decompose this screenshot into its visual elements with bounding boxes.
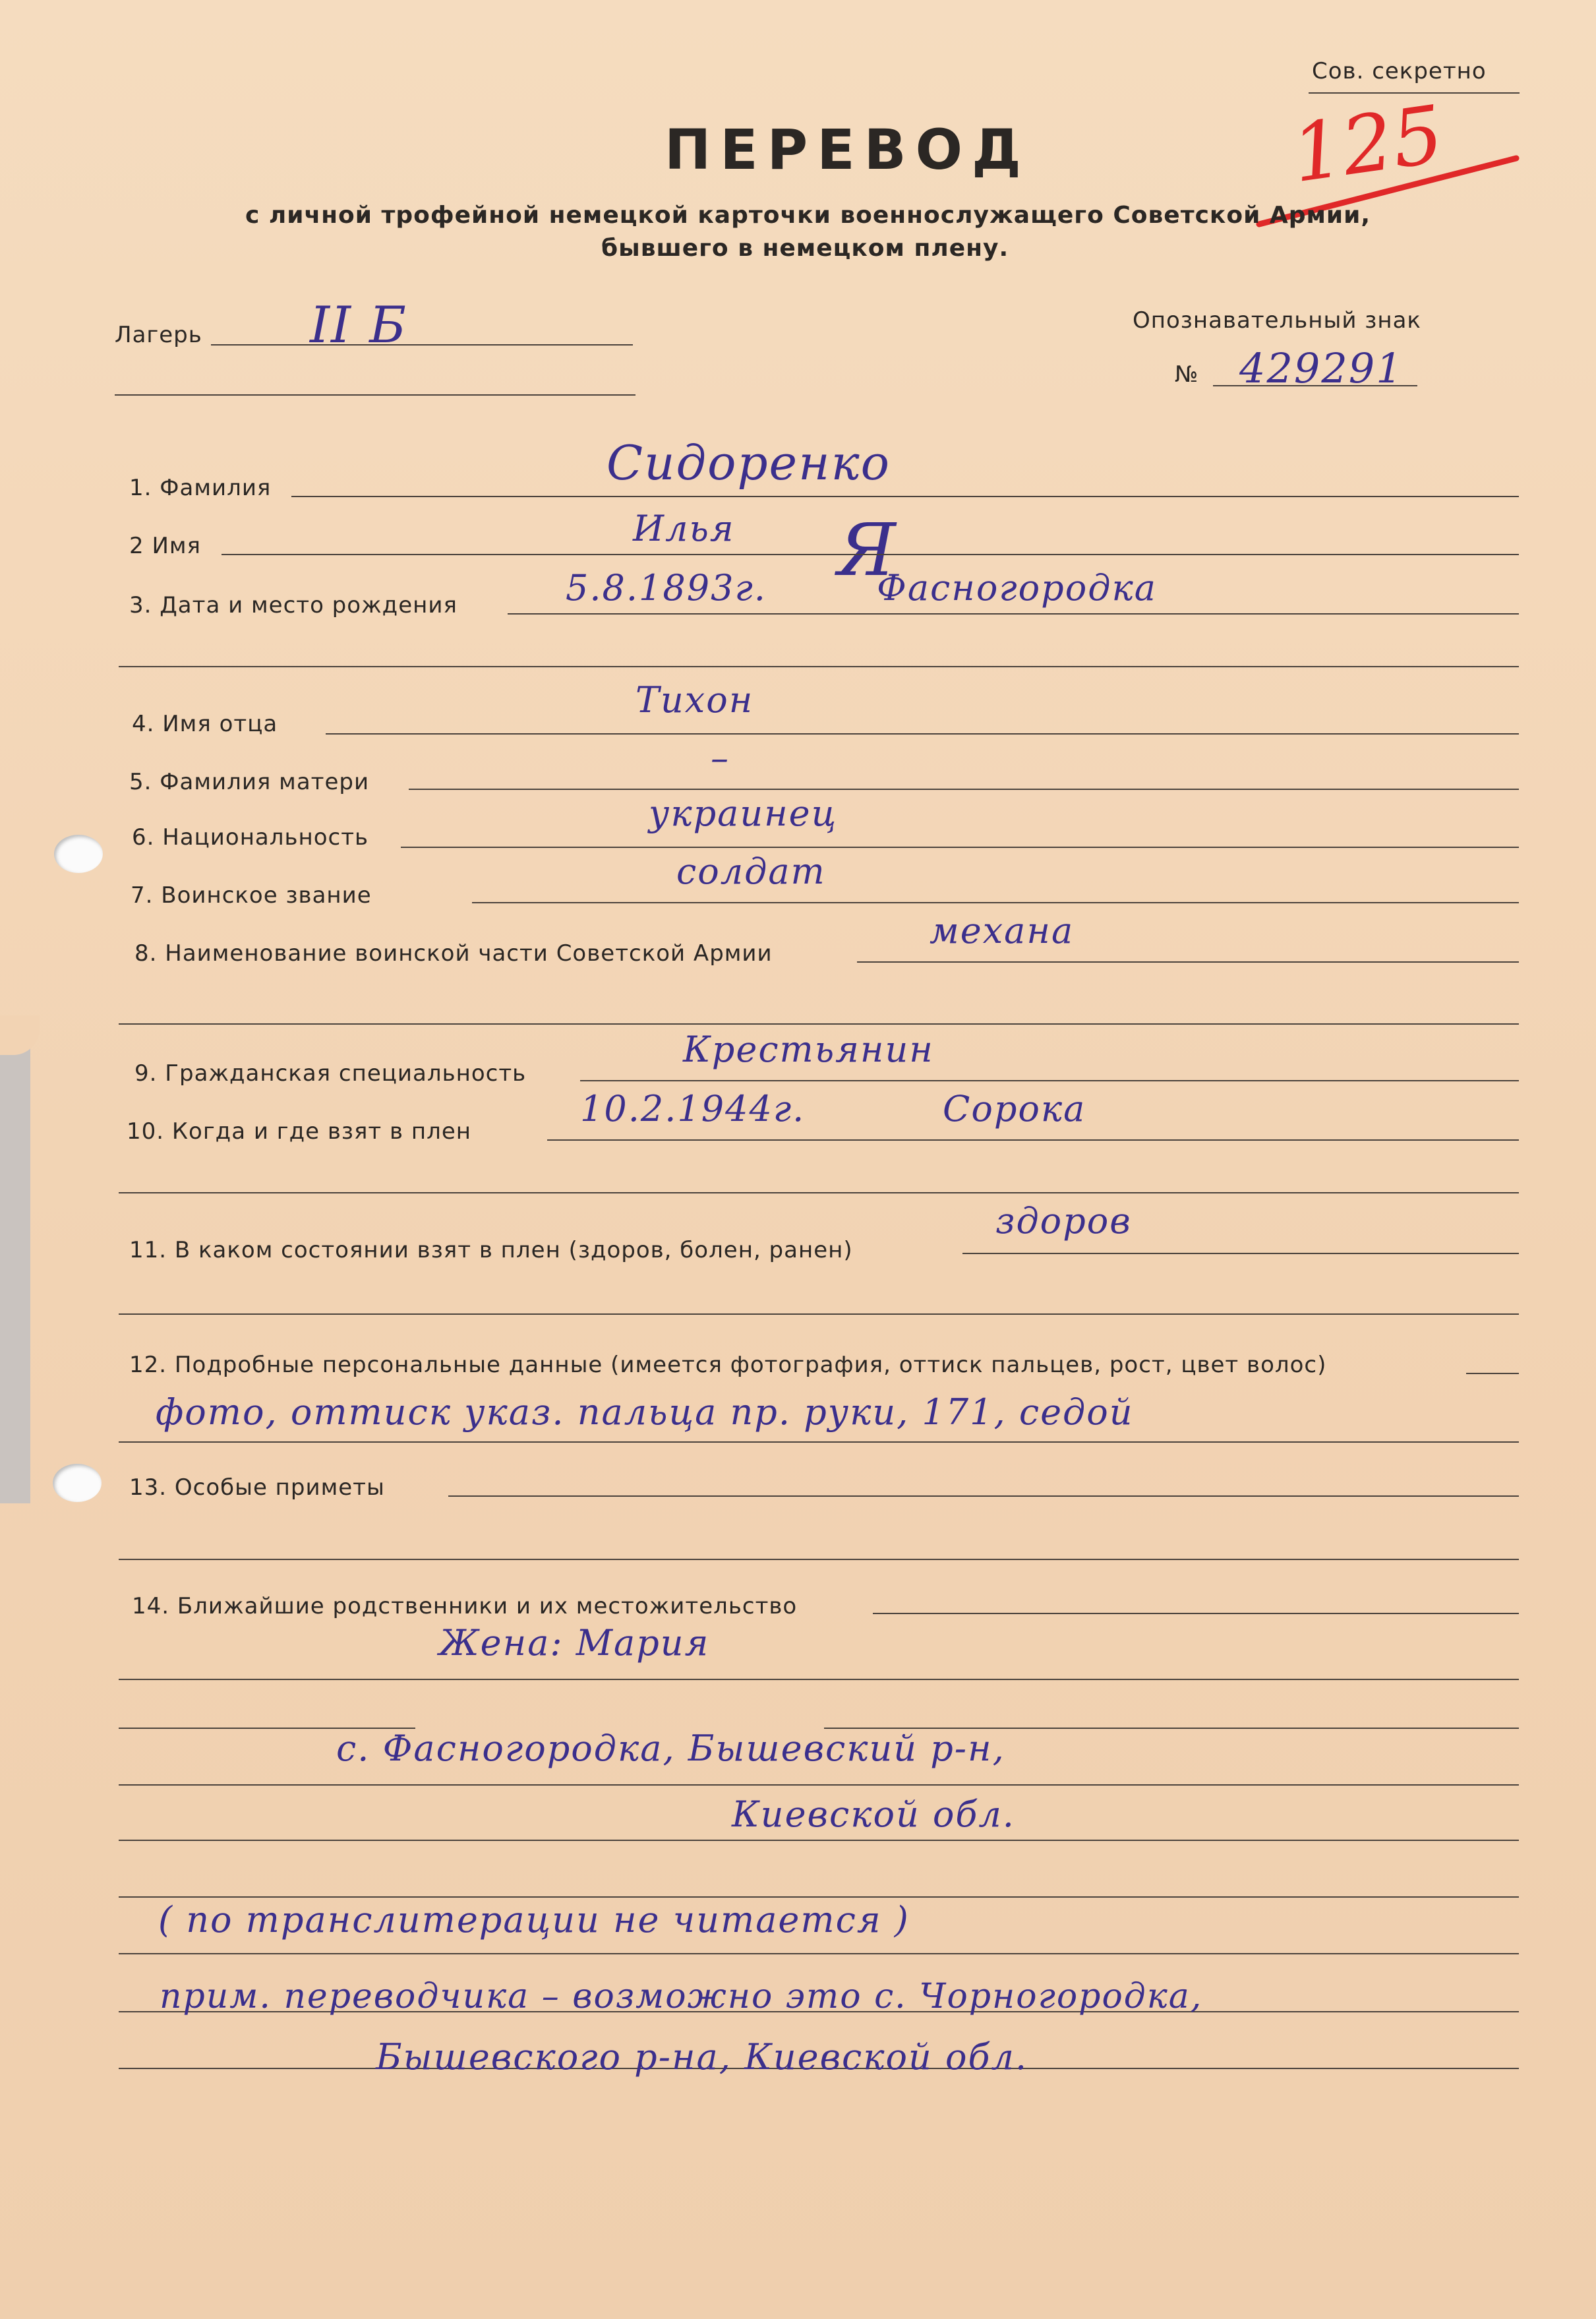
field-13-line (448, 1495, 1519, 1497)
field-10-label: 10. Когда и где взят в плен (127, 1118, 471, 1145)
field-14-line-4 (119, 1784, 1519, 1786)
field-14-line-6 (119, 1896, 1519, 1898)
field-3-label: 3. Дата и место рождения (129, 592, 458, 618)
field-10-place: Сорока (943, 1088, 1086, 1129)
subtitle-line-2: бывшего в немецком плену. (601, 235, 1009, 262)
field-9-line (580, 1080, 1519, 1081)
field-12-line-2 (119, 1441, 1519, 1443)
field-1-value: Сидоренко (606, 435, 891, 491)
field-14-relative: Жена: Мария (439, 1622, 710, 1664)
field-7-value: солдат (676, 851, 826, 892)
field-14-line-5 (119, 1840, 1519, 1841)
field-8-line (857, 961, 1519, 963)
field-3-date: 5.8.1893г. (566, 567, 767, 609)
note-line-2: прим. переводчика – возможно это с. Чорногородка, (160, 1977, 1203, 2016)
field-6-line (401, 847, 1519, 848)
camp-line-2 (115, 394, 635, 396)
document-title: ПЕРЕВОД (665, 117, 1030, 182)
field-14-line-2 (119, 1679, 1519, 1680)
field-7-label: 7. Воинское звание (131, 882, 372, 909)
camp-value: II Б (310, 295, 408, 354)
subtitle-line-1: с личной трофейной немецкой карточки военнослужащего Советской Армии, (245, 202, 1371, 229)
field-7-line (472, 902, 1519, 903)
field-14-line-7 (119, 1953, 1519, 1954)
field-8-value: механа (930, 910, 1075, 951)
field-3-line-2 (119, 666, 1519, 667)
field-14-line (873, 1613, 1519, 1614)
field-10-line-2 (119, 1192, 1519, 1193)
camp-label: Лагерь (115, 322, 202, 348)
field-5-label: 5. Фамилия матери (129, 769, 370, 795)
field-12-value: фото, оттиск указ. пальца пр. руки, 171, седой (156, 1391, 1134, 1433)
field-10-date: 10.2.1944г. (580, 1088, 806, 1129)
field-14-label: 14. Ближайшие родственники и их местожительство (132, 1593, 798, 1619)
punch-hole-top (54, 835, 103, 873)
field-13-line-2 (119, 1559, 1519, 1560)
field-9-value: Крестьянин (683, 1029, 934, 1070)
id-tag-value: 429291 (1239, 344, 1404, 392)
field-1-line (291, 496, 1519, 497)
field-6-value: украинец (649, 793, 838, 834)
field-4-label: 4. Имя отца (132, 711, 278, 737)
field-10-line (547, 1139, 1519, 1141)
note-line-3: Бышевского р-на, Киевской обл. (376, 2036, 1028, 2078)
punch-hole-bottom (53, 1464, 102, 1502)
field-5-value: – (711, 737, 730, 779)
id-tag-label: Опознавательный знак (1133, 307, 1421, 334)
field-4-value: Тихон (635, 679, 754, 721)
id-tag-line (1213, 385, 1417, 386)
field-11-line-2 (119, 1313, 1519, 1315)
field-2-initial: Я (837, 508, 897, 592)
field-2-value: Илья (633, 508, 735, 549)
field-2-label: 2 Имя (129, 533, 201, 559)
field-6-label: 6. Национальность (132, 824, 369, 851)
note-line-1: ( по транслитерации не читается ) (158, 1899, 910, 1941)
field-11-value: здоров (995, 1200, 1132, 1242)
field-14-address: с. Фасногородка, Бышевский р-н, (336, 1728, 1005, 1769)
red-pencil-number: 125 (1286, 88, 1449, 201)
field-9-label: 9. Гражданская специальность (134, 1060, 527, 1087)
classification-stamp: Сов. секретно (1312, 58, 1487, 84)
field-1-label: 1. Фамилия (129, 475, 272, 501)
field-13-label: 13. Особые приметы (129, 1474, 385, 1501)
field-14-region: Киевской обл. (732, 1793, 1015, 1835)
camp-line (211, 344, 633, 346)
id-tag-prefix: № (1175, 361, 1199, 388)
field-2-line (222, 554, 1519, 555)
field-3-place: Фасногородка (877, 567, 1157, 609)
field-11-line (962, 1253, 1519, 1254)
field-11-label: 11. В каком состоянии взят в плен (здоров, болен, ранен) (129, 1237, 853, 1263)
paper-edge-fragment (0, 1015, 40, 1055)
field-3-line (508, 613, 1519, 615)
field-5-line (409, 789, 1519, 790)
field-8-line-2 (119, 1023, 1519, 1025)
field-4-line (326, 733, 1519, 735)
torn-edge (0, 1029, 30, 1503)
field-8-label: 8. Наименование воинской части Советской Армии (134, 940, 773, 967)
field-12-label: 12. Подробные персональные данные (имеется фотография, оттиск пальцев, рост, цвет волос) (129, 1352, 1327, 1378)
field-12-line (1466, 1373, 1519, 1374)
